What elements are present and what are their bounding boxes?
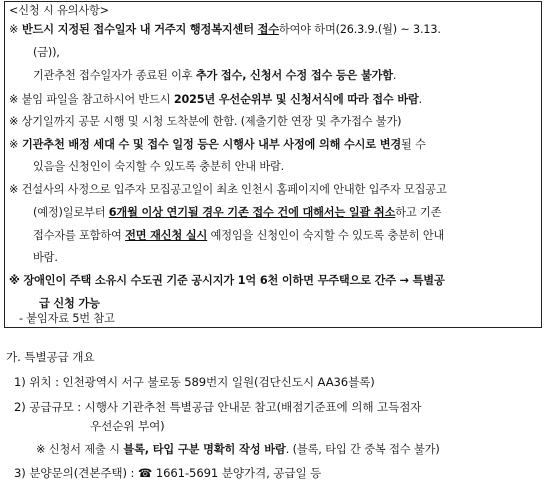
notice-item-6-line-1: ※ 장애인이 주택 소유시 수도권 기준 공시지가 1억 6천 이하면 무주택으로 간주 → 특별공 <box>9 274 445 287</box>
notice-item-5-line-2: (예정)일로부터 6개월 이상 연기될 경우 기존 접수 건에 대해서는 일괄 취소하고 기존 <box>33 206 442 219</box>
notice-item-4-line-1: ※ 기관추천 배정 세대 수 및 접수 일정 등은 시행사 내부 사정에 의해 수시로 변경될 수 <box>9 138 426 151</box>
notice-item-1-line-3: 기관추천 접수일자가 종료된 이후 추가 접수, 신청서 수정 접수 등은 불가함. <box>33 69 397 82</box>
reference-mark-icon: ※ <box>9 115 19 128</box>
notice-item-1-line-1: ※ 반드시 지정된 접수일자 내 거주지 행정복지센터 접수하여야 하며(26.3.9.(월) ~ 3.13. <box>9 23 441 36</box>
notice-box <box>4 1 542 328</box>
notice-item-6-line-2: 급 신청 가능 <box>39 297 100 310</box>
reference-mark-icon: ※ <box>9 183 19 196</box>
notice-item-5-line-3: 접수자를 포함하여 전면 재신청 실시 예정임을 신청인이 숙지할 수 있도록 충분히 안내 <box>33 229 445 242</box>
notice-item-5-line-4: 바람. <box>33 251 58 264</box>
notice-item-2: ※ 붙임 파일을 참고하시어 반드시 2025년 우선순위부 및 신청서식에 따라 접수 바람. <box>9 93 423 106</box>
notice-item-1-line-2: (금)), <box>33 46 60 59</box>
reference-mark-icon: ※ <box>9 23 19 36</box>
section-item-2: 2) 공급규모 : 시행사 기관추천 특별공급 안내문 참고(배점기준표에 의해 고득점자 <box>14 400 422 414</box>
notice-item-3: ※ 상기일까지 공문 시행 및 시청 도착분에 한함. (제출기한 연장 및 추가접수 불가) <box>9 115 402 128</box>
phone-icon: ☎ <box>137 466 153 480</box>
reference-mark-icon: ※ <box>9 138 19 151</box>
reference-mark-icon: ※ <box>9 274 20 287</box>
notice-heading: <신청 시 유의사항> <box>9 4 109 17</box>
section-note: ※ 신청서 제출 시 블록, 타입 구분 명확히 작성 바람. (블록, 타입 간 중복 접수 불가) <box>36 443 440 456</box>
notice-item-4-line-2: 있음을 신청인이 숙지할 수 있도록 충분히 안내 바람. <box>33 160 285 173</box>
reference-mark-icon: ※ <box>36 443 46 456</box>
section-item-2-cont: 우선순위 부여) <box>90 419 165 433</box>
notice-item-6-line-3: - 붙임자료 5번 참고 <box>19 312 115 325</box>
section-item-1: 1) 위치 : 인천광역시 서구 불로동 589번지 일원(검단신도시 AA36블록) <box>14 375 375 389</box>
notice-item-5-line-1: ※ 건설사의 사정으로 입주자 모집공고일이 최초 인천시 홈페이지에 안내한 입주자 모집공고 <box>9 183 447 196</box>
reference-mark-icon: ※ <box>9 93 19 106</box>
section-title: 가. 특별공급 개요 <box>6 350 95 364</box>
section-item-3: 3) 분양문의(견본주택) : ☎ 1661-5691 분양가격, 공급일 등 <box>14 466 322 480</box>
